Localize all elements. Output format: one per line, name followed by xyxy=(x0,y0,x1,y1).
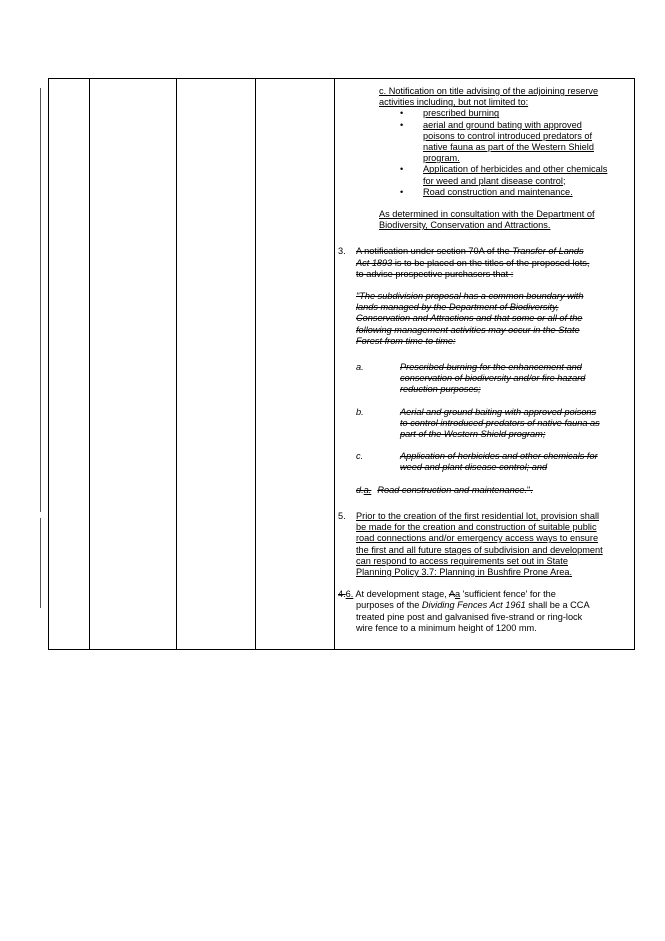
condition-6-text: treated pine post and galvanised five-strand or ring-lock xyxy=(356,611,583,622)
notification-title-line1: c. Notification on title advising of the adjoining reserve xyxy=(379,86,599,96)
sub-item-text: Road construction and maintenance. xyxy=(377,484,527,495)
bullet-text: for weed and plant disease control; xyxy=(423,175,566,186)
condition-5-text: Prior to the creation of the first residential lot, provision shall xyxy=(356,510,600,521)
conditions-cell xyxy=(338,86,630,634)
bullet-text: native fauna as part of the Western Shield xyxy=(423,142,594,153)
column-divider-3 xyxy=(255,79,256,649)
condition-6 xyxy=(338,589,630,634)
sub-item-text: reduction purposes; xyxy=(400,384,481,395)
sub-item-text: to control introduced predators of native fauna as xyxy=(400,417,600,428)
condition-5-text: road connections and/or emergency access ways to ensure xyxy=(356,533,599,544)
sub-item-text: weed and plant disease control; and xyxy=(400,462,548,473)
condition-5-text: the first and all future stages of subdivision and development xyxy=(356,544,603,555)
quote-line: "The subdivision proposal has a common boundary with xyxy=(356,291,584,302)
bullet-item xyxy=(379,187,630,198)
condition-5-text: can respond to access requirements set out in State xyxy=(356,555,568,566)
bullet-text: poisons to control introduced predators of xyxy=(423,130,593,141)
sub-item-label: c. xyxy=(356,451,364,462)
bullet-text: prescribed burning xyxy=(423,108,500,119)
condition-3 xyxy=(338,246,630,495)
quote-line: following management activities may occur in the State xyxy=(356,324,580,335)
bullet-text: aerial and ground bating with approved xyxy=(423,119,582,130)
bullet-icon: • xyxy=(400,108,404,119)
column-divider-2 xyxy=(176,79,177,649)
sub-item-text: Application of herbicides and other chemicals for xyxy=(400,451,598,462)
condition-3-text: to advise prospective purchasers that : xyxy=(356,268,514,279)
condition-6-new-number: 6. xyxy=(345,589,354,600)
condition-6-act: Dividing Fences Act 1961 xyxy=(421,600,526,611)
bullet-icon: • xyxy=(400,186,404,197)
bullet-text: program. xyxy=(423,153,460,164)
sub-item-d-old-label: d. xyxy=(356,484,364,495)
condition-5-text: Planning Policy 3.7: Planning in Bushfire Prone Area. xyxy=(356,566,573,577)
condition-3-text: A notification under section 70A of the xyxy=(356,246,513,257)
sub-item-label: b. xyxy=(356,406,364,417)
bullet-item xyxy=(379,164,630,186)
bullet-icon: • xyxy=(400,164,404,175)
sub-item-a xyxy=(338,362,630,396)
condition-5 xyxy=(338,511,630,578)
consult-line1: As determined in consultation with the Department of xyxy=(379,209,595,220)
sub-item-b xyxy=(338,407,630,441)
quote-line: lands managed by the Department of Biodiversity, xyxy=(356,302,559,313)
change-bar-upper xyxy=(40,88,41,512)
condition-3-act-year: Act 1893 xyxy=(356,257,393,268)
condition-3-act: Transfer of Lands xyxy=(512,246,584,257)
condition-6-text: purposes of the xyxy=(356,600,422,611)
condition-3-number: 3. xyxy=(338,246,346,257)
condition-6-text: wire fence to a minimum height of 1200 mm. xyxy=(356,622,537,633)
sub-item-label: a. xyxy=(356,362,364,373)
condition-6-text: shall be a CCA xyxy=(525,600,590,611)
notification-block xyxy=(338,86,630,231)
condition-6-text: 'sufficient fence' for the xyxy=(460,589,556,600)
bullet-icon: • xyxy=(400,119,404,130)
condition-6-text: At development stage, xyxy=(353,589,449,600)
condition-6-old-number: 4. xyxy=(338,589,346,600)
bullet-item xyxy=(379,108,630,119)
quote-close: ". xyxy=(527,484,533,495)
quote-line: Forest from time to time: xyxy=(356,335,456,346)
condition-5-text: be made for the creation and construction of suitable public xyxy=(356,522,597,533)
sub-item-d-new-label: a. xyxy=(363,484,372,495)
bullet-text: Road construction and maintenance. xyxy=(423,186,573,197)
condition-3-quote xyxy=(356,291,630,347)
notification-title-line2: activities including, but not limited to: xyxy=(379,97,529,108)
condition-6-deleted: A xyxy=(448,589,455,600)
condition-6-inserted: a xyxy=(455,589,461,600)
sub-item-text: part of the Western Shield program; xyxy=(400,429,546,440)
sub-item-text: Aerial and ground baiting with approved poisons xyxy=(400,406,597,417)
quote-line: Conservation and Attractions and that some or all of the xyxy=(356,313,583,324)
consult-line2: Biodiversity, Conservation and Attractions. xyxy=(379,220,551,231)
sub-item-c xyxy=(338,451,630,473)
change-bar-lower xyxy=(40,518,41,608)
condition-5-number: 5. xyxy=(338,510,346,521)
bullet-item xyxy=(379,120,630,165)
column-divider-4 xyxy=(334,79,335,649)
sub-item-text: conservation of biodiversity and/or fire hazard xyxy=(400,373,586,384)
condition-3-text: is to be placed on the titles of the proposed lots, xyxy=(392,257,590,268)
column-divider-1 xyxy=(89,79,90,649)
sub-item-text: Prescribed burning for the enhancement and xyxy=(400,362,582,373)
sub-item-d xyxy=(338,485,630,496)
bullet-text: Application of herbicides and other chemicals xyxy=(423,164,608,175)
